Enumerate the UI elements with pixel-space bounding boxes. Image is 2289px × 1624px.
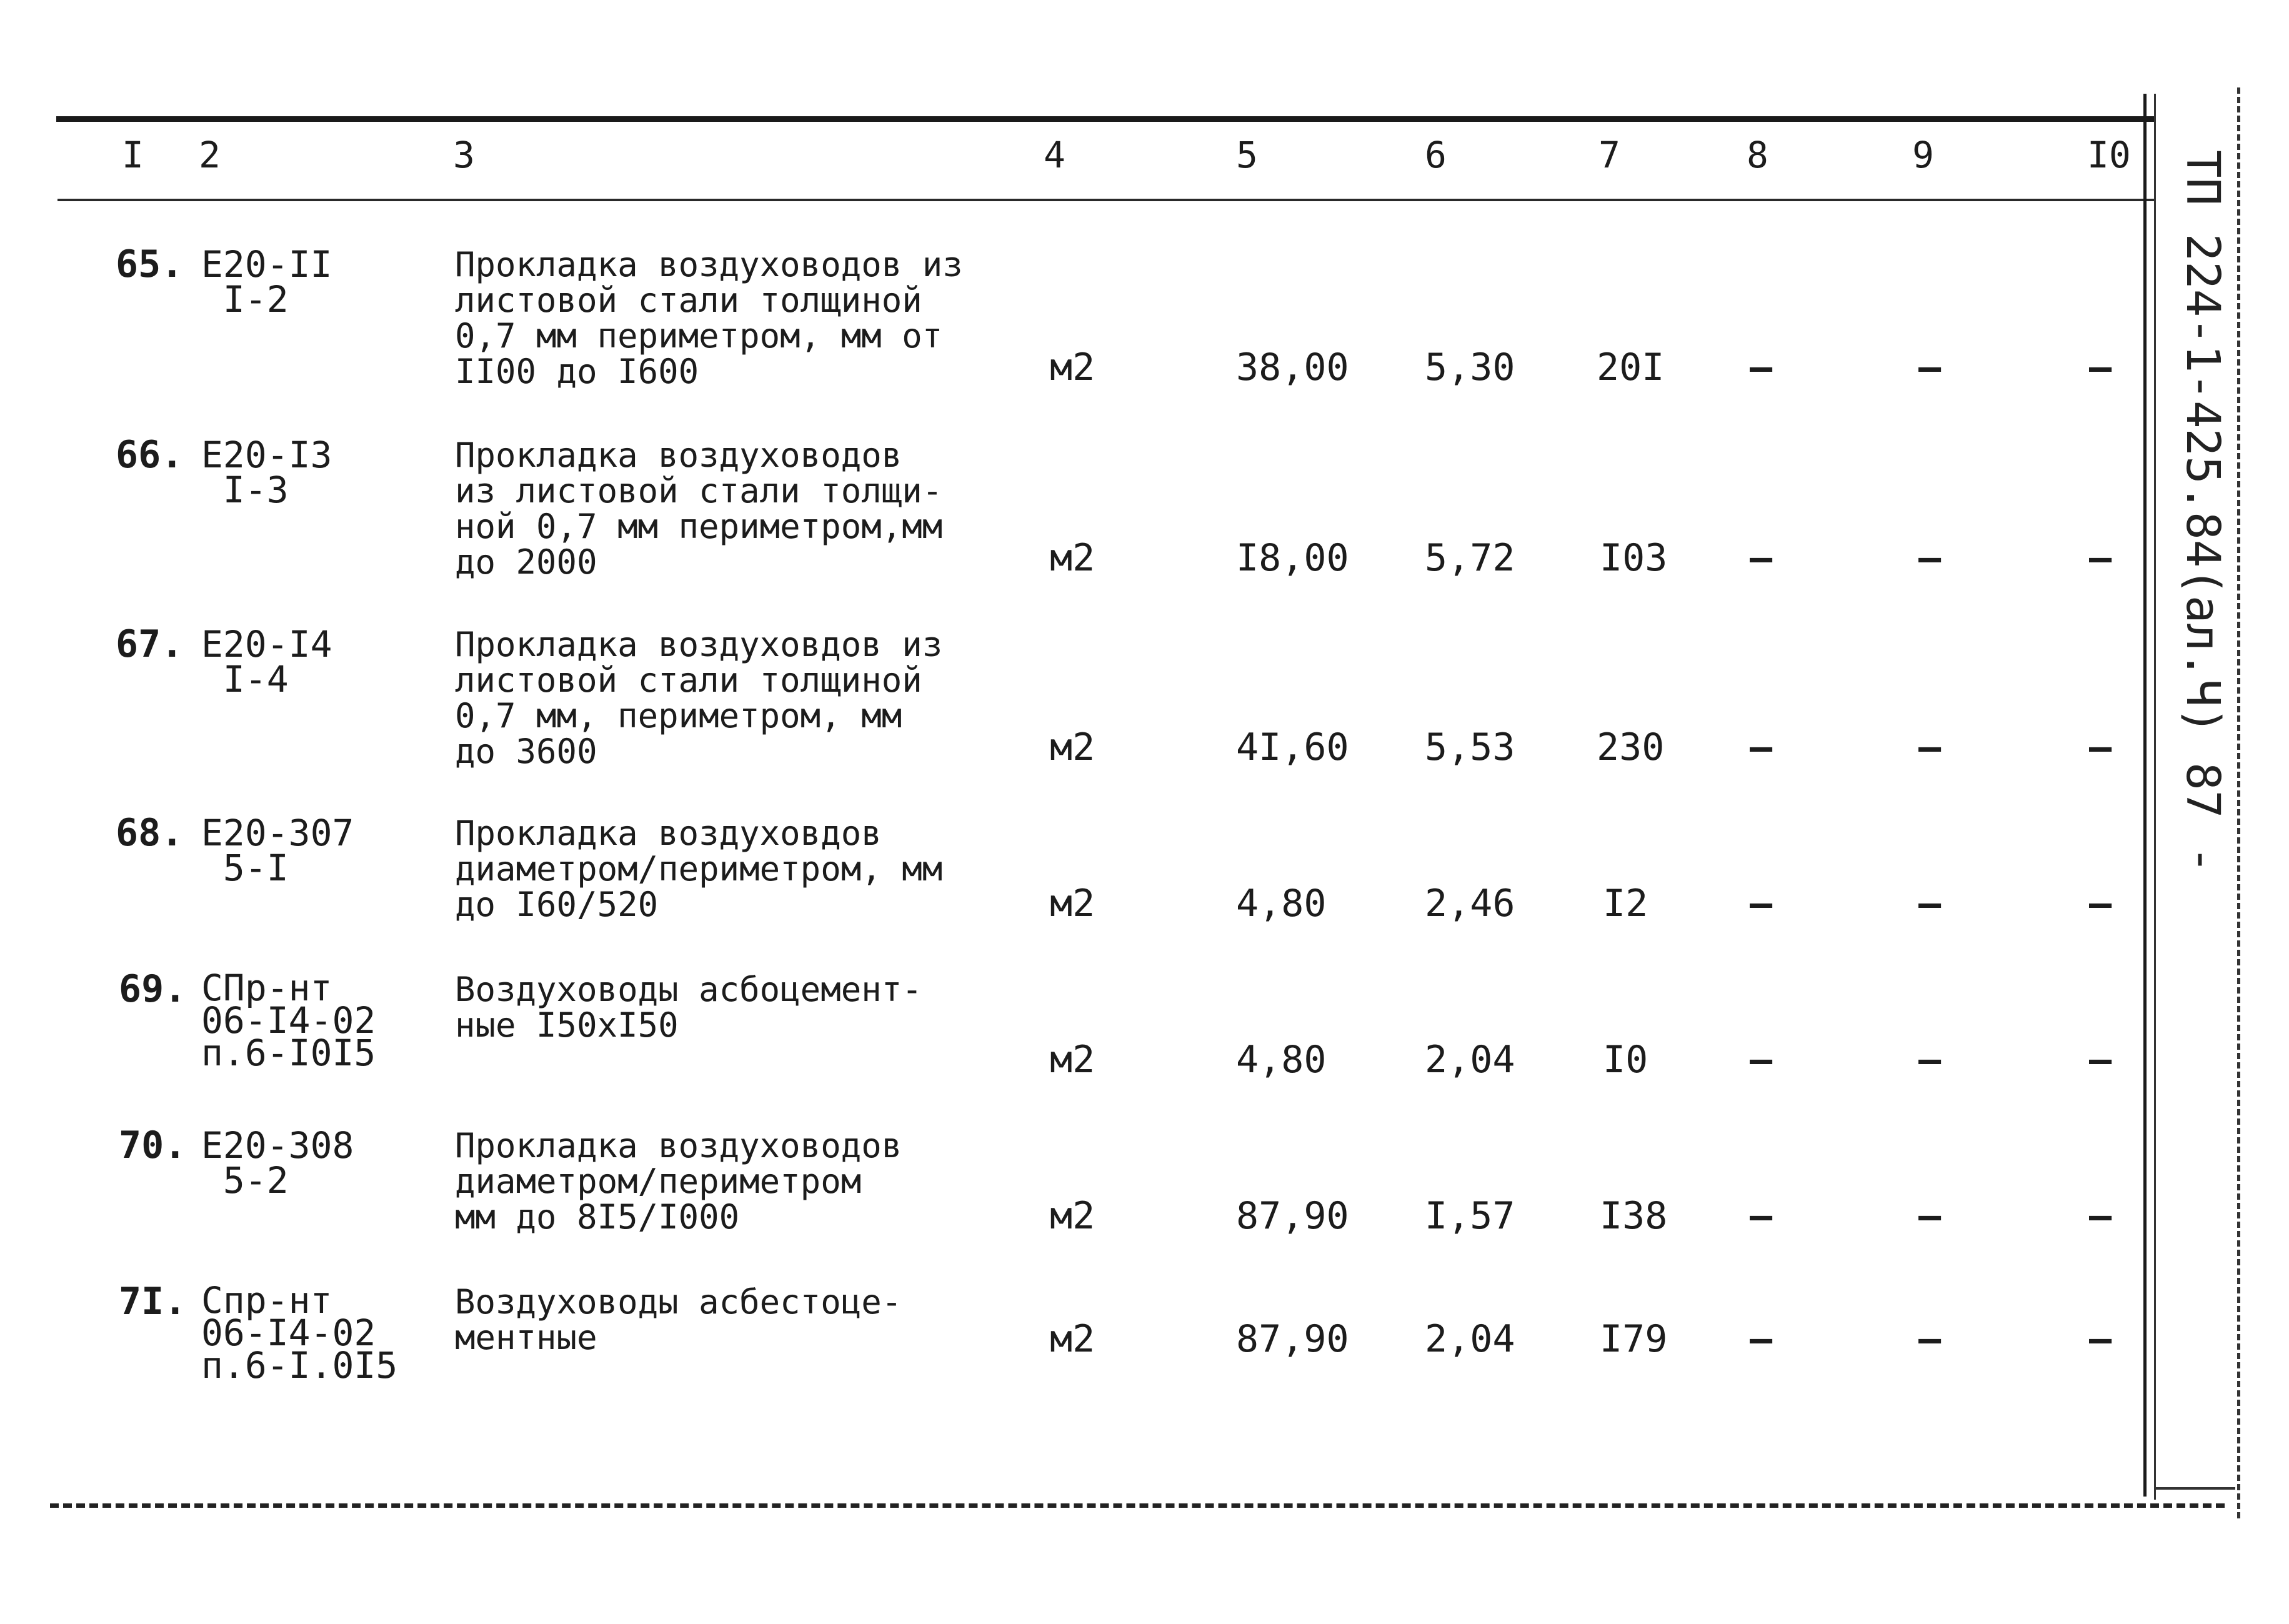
frame-line [2154, 94, 2156, 1500]
unit: м2 [1050, 882, 1095, 925]
unit-cost: 5,53 [1425, 725, 1515, 769]
work-description: Воздуховоды асбестоце- ментные [455, 1282, 902, 1357]
total-cost: I0 [1603, 1038, 1648, 1082]
column-9-value: – [1918, 1317, 1942, 1361]
column-8-value: – [1750, 346, 1773, 389]
row-number: 70. [119, 1123, 187, 1167]
total-cost: I2 [1603, 882, 1648, 925]
total-cost: I79 [1600, 1317, 1668, 1361]
column-9-value: – [1918, 1038, 1942, 1082]
column-9-value: – [1918, 1194, 1942, 1238]
column-header-1: I [122, 134, 144, 176]
quantity: I8,00 [1236, 536, 1349, 580]
rate-code: Спр-нт 06-I4-02 п.6-I.0I5 [201, 1279, 398, 1387]
column-header-10: I0 [2087, 134, 2131, 176]
total-cost: 20I [1597, 346, 1665, 389]
unit-cost: 5,30 [1425, 346, 1515, 389]
frame-line [2154, 1487, 2235, 1490]
column-8-value: – [1750, 536, 1773, 580]
unit-cost: 5,72 [1425, 536, 1515, 580]
row-number: 67. [116, 622, 184, 666]
column-10-value: – [2089, 1038, 2112, 1082]
column-9-value: – [1918, 725, 1942, 769]
unit: м2 [1050, 536, 1095, 580]
quantity: 87,90 [1236, 1194, 1349, 1238]
rate-code: СПр-нт 06-I4-02 п.6-I0I5 [201, 967, 376, 1074]
column-8-value: – [1750, 1038, 1773, 1082]
unit-cost: I,57 [1425, 1194, 1515, 1238]
column-10-value: – [2089, 346, 2112, 389]
column-8-value: – [1750, 1317, 1773, 1361]
row-number: 65. [116, 242, 184, 286]
column-header-2: 2 [199, 134, 221, 176]
total-cost: I03 [1600, 536, 1668, 580]
unit-cost: 2,46 [1425, 882, 1515, 925]
unit: м2 [1050, 725, 1095, 769]
work-description: Прокладка воздуховодов из листовой стали толщиной 0,7 мм периметром, мм от II00 до I600 [455, 245, 963, 391]
work-description: Прокладка воздуховдов из листовой стали толщиной 0,7 мм, периметром, мм до 3600 [455, 625, 943, 771]
rate-code: E20-I4 I-4 [201, 623, 332, 700]
quantity: 4I,60 [1236, 725, 1349, 769]
column-header-9: 9 [1912, 134, 1934, 176]
column-header-8: 8 [1747, 134, 1768, 176]
unit: м2 [1050, 346, 1095, 389]
quantity: 4,80 [1236, 1038, 1327, 1082]
column-9-value: – [1918, 346, 1942, 389]
column-header-7: 7 [1598, 134, 1620, 176]
column-10-value: – [2089, 882, 2112, 925]
unit-cost: 2,04 [1425, 1317, 1515, 1361]
column-header-4: 4 [1044, 134, 1065, 176]
quantity: 87,90 [1236, 1317, 1349, 1361]
column-header-3: 3 [453, 134, 475, 176]
unit: м2 [1050, 1317, 1095, 1361]
work-description: Прокладка воздуховдов диаметром/периметром, мм до I60/520 [455, 814, 943, 924]
column-9-value: – [1918, 882, 1942, 925]
frame-line [2237, 87, 2240, 1518]
table-top-rule [56, 116, 2156, 122]
frame-line [2143, 94, 2147, 1497]
row-number: 68. [116, 811, 184, 855]
column-8-value: – [1750, 725, 1773, 769]
total-cost: I38 [1600, 1194, 1668, 1238]
quantity: 38,00 [1236, 346, 1349, 389]
column-header-5: 5 [1236, 134, 1258, 176]
column-10-value: – [2089, 1317, 2112, 1361]
row-number: 66. [116, 433, 184, 477]
column-8-value: – [1750, 882, 1773, 925]
work-description: Прокладка воздуховодов диаметром/периметром мм до 8I5/I000 [455, 1126, 902, 1237]
column-10-value: – [2089, 536, 2112, 580]
document-code-label: ТП 224-1-425.84(ал.Ч) 87 - [2176, 150, 2230, 874]
column-8-value: – [1750, 1194, 1773, 1238]
rate-code: E20-308 5-2 [201, 1124, 354, 1202]
column-10-value: – [2089, 1194, 2112, 1238]
column-header-6: 6 [1425, 134, 1447, 176]
unit: м2 [1050, 1194, 1095, 1238]
quantity: 4,80 [1236, 882, 1327, 925]
row-number: 7I. [119, 1280, 187, 1323]
header-rule [57, 199, 2156, 201]
rate-code: E20-307 5-I [201, 812, 354, 889]
total-cost: 230 [1597, 725, 1665, 769]
column-9-value: – [1918, 536, 1942, 580]
rate-code: E20-II I-2 [201, 243, 332, 321]
unit-cost: 2,04 [1425, 1038, 1515, 1082]
rate-code: E20-I3 I-3 [201, 434, 332, 511]
column-10-value: – [2089, 725, 2112, 769]
work-description: Прокладка воздуховодов из листовой стали толщи- ной 0,7 мм периметром,мм до 2000 [455, 436, 943, 582]
row-number: 69. [119, 967, 187, 1011]
unit: м2 [1050, 1038, 1095, 1082]
table-bottom-rule [50, 1503, 2225, 1508]
work-description: Воздуховоды асбоцемент- ные I50хI50 [455, 970, 922, 1045]
